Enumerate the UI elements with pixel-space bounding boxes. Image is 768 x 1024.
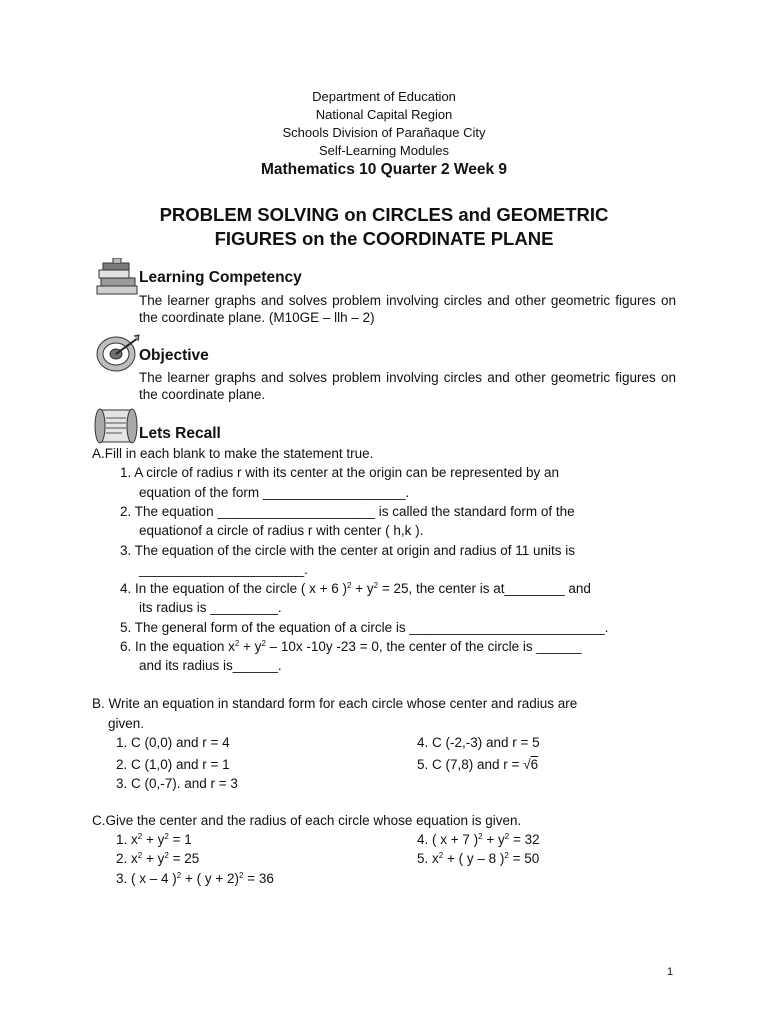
header-block — [0, 88, 768, 160]
item-6-text-a: 6. In the equation x — [120, 639, 235, 654]
part-b-item-4: 4. C (-2,-3) and r = 5 — [417, 735, 540, 750]
title-line-1: PROBLEM SOLVING on CIRCLES and GEOMETRIC — [159, 204, 609, 225]
part-a-item-5: 5. The general form of the equation of a circle is __________________________. — [120, 620, 609, 635]
c2-c: = 25 — [168, 851, 200, 866]
superscript-2: 2 — [239, 871, 244, 880]
objective-heading: Objective — [139, 347, 209, 364]
part-c-item-4 — [417, 831, 540, 848]
c4-c: = 32 — [509, 832, 540, 847]
part-c-item-1 — [116, 831, 192, 848]
superscript-2: 2 — [478, 832, 483, 841]
part-c-item-2 — [116, 850, 199, 867]
part-b-item-3: 3. C (0,-7). and r = 3 — [116, 776, 238, 791]
books-icon — [93, 258, 141, 298]
c5-b: + ( y – 8 ) — [443, 851, 505, 866]
part-a-item-3-cont: ______________________. — [139, 562, 308, 577]
objective-text: The learner graphs and solves problem involving circles and other geometric figures on the coordinate plane. — [139, 370, 676, 402]
c3-b: + ( y + 2) — [181, 871, 240, 886]
part-a-item-4 — [120, 580, 591, 597]
part-b-instruction: B. Write an equation in standard form for each circle whose center and radius are — [92, 696, 578, 711]
part-a-item-3: 3. The equation of the circle with the center at origin and radius of 11 units is — [120, 543, 576, 558]
c3-c: = 36 — [243, 871, 274, 886]
item-6-text-c: – 10x -10y -23 = 0, the center of the circle is ______ — [265, 639, 582, 654]
scroll-icon — [92, 404, 140, 448]
header-line-department: Department of Education — [312, 89, 456, 104]
part-c-item-3 — [116, 870, 274, 887]
superscript-2: 2 — [137, 851, 143, 860]
part-b-instruction-cont: given. — [108, 716, 145, 731]
part-a-item-1-cont: equation of the form ___________________. — [139, 485, 410, 500]
c2-a: 2. x — [116, 851, 138, 866]
part-a-item-2-cont: equationof a circle of radius r with center ( h,k ). — [139, 523, 424, 538]
superscript-2: 2 — [164, 851, 169, 860]
c1-c: = 1 — [168, 832, 192, 847]
learning-competency-text: The learner graphs and solves problem involving circles and other geometric figures on the coordinate plane. (M10GE – llh – 2) — [139, 293, 676, 325]
part-a-item-2: 2. The equation _____________________ is called the standard form of the — [120, 504, 575, 519]
c1-a: 1. x — [116, 832, 138, 847]
part-a-item-6-cont: and its radius is______. — [139, 658, 282, 673]
superscript-2: 2 — [164, 832, 169, 841]
c5-a: 5. x — [417, 851, 439, 866]
c3-a: 3. ( x – 4 ) — [116, 871, 177, 886]
part-a-item-4-cont: its radius is _________. — [139, 600, 282, 615]
subject-title: Mathematics 10 Quarter 2 Week 9 — [260, 161, 508, 178]
part-a-item-1: 1. A circle of radius r with its center at the origin can be represented by an — [120, 465, 559, 480]
header-line-division: Schools Division of Parañaque City — [282, 125, 486, 140]
superscript-2: 2 — [347, 581, 352, 590]
learning-competency-heading: Learning Competency — [139, 269, 302, 286]
part-c-item-5 — [417, 850, 539, 867]
superscript-2: 2 — [261, 639, 266, 648]
superscript-2: 2 — [504, 832, 510, 841]
superscript-2: 2 — [504, 851, 509, 860]
item-6-text-b: + y — [239, 639, 262, 654]
superscript-2: 2 — [176, 871, 182, 880]
c4-b: + y — [482, 832, 505, 847]
radicand: 6 — [530, 757, 539, 772]
part-b-item-1: 1. C (0,0) and r = 4 — [116, 735, 230, 750]
header-line-modules: Self-Learning Modules — [318, 143, 450, 158]
c4-a: 4. ( x + 7 ) — [417, 832, 479, 847]
superscript-2: 2 — [137, 832, 143, 841]
superscript-2: 2 — [438, 851, 444, 860]
item-5-text: 5. C (7,8) and r = — [417, 757, 524, 772]
header-line-region: National Capital Region — [315, 107, 453, 122]
target-icon — [94, 334, 140, 374]
item-4-text-c: = 25, the center is at________ and — [378, 581, 591, 596]
item-4-text-a: 4. In the equation of the circle ( x + 6 ) — [120, 581, 348, 596]
part-a-item-6 — [120, 638, 581, 655]
sqrt-symbol: √ — [523, 757, 531, 772]
c2-b: + y — [142, 851, 165, 866]
page-title — [0, 203, 768, 251]
superscript-2: 2 — [373, 581, 379, 590]
part-c-instruction: C.Give the center and the radius of each circle whose equation is given. — [92, 813, 522, 828]
part-a-instruction: A.Fill in each blank to make the statement true. — [92, 446, 374, 461]
part-b-item-5 — [417, 756, 538, 773]
lets-recall-heading: Lets Recall — [139, 425, 221, 442]
item-4-text-b: + y — [351, 581, 374, 596]
part-b-item-2: 2. C (1,0) and r = 1 — [116, 757, 230, 772]
c1-b: + y — [142, 832, 165, 847]
title-line-2: FIGURES on the COORDINATE PLANE — [214, 228, 554, 249]
superscript-2: 2 — [234, 639, 240, 648]
c5-c: = 50 — [508, 851, 540, 866]
page-number: 1 — [667, 966, 674, 978]
